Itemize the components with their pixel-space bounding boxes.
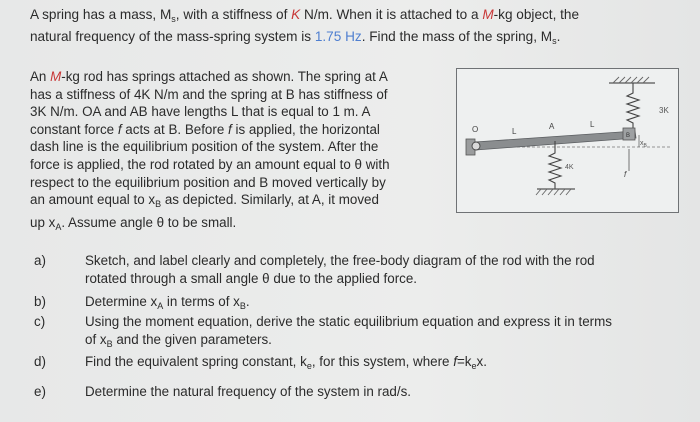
problem-1-line-1: A spring has a mass, $M_s$, with a stiffness of K N/m. When it is attached to a M-kg object, the bbox=[30, 7, 580, 24]
problem-2-text: An M-kg rod has springs attached as shown. The spring at A has a stiffness of 4K N/m and the spring at B has stiffness of 3K N/m. OA and AB have lengths L that is equal to 1 m. A constant force f acts at B. Before f is applied, the horizontal dash line is the equilibrium position of the system. After the force is applied, the rod rotated by an amount equal to θ with respect to the equilibrium position and B moved vertically by an amount equal to $x_B$ as depicted. Similarly, at A, it moved up $x_A$. Assume angle θ to be small. bbox=[30, 69, 390, 232]
problem-1-line-2: natural frequency of the mass-spring system is 1.75 Hz. Find the mass of the spring, $M_s$. bbox=[30, 29, 561, 46]
document-page: A spring has a mass, $M_s$, with a stiffness of K N/m. When it is attached to a M-kg object, the natural frequency of the mass-spring system is 1.75 Hz. Find the mass of the spring, $M_s$. An M-kg rod has springs attached as shown. The spring at A has a stiffness of 4K N/m and the spring at B has stiffness of 3K N/m. OA and AB have lengths L that is equal to 1 m. A constant force f acts at B. Before f is applied, the horizontal dash line is the equilibrium position of the system. After the force is applied, the rod rotated by an amount equal to θ with respect to the equilibrium position and B moved vertically by an amount equal to $x_B$ as depicted. Similarly, at A, it moved up $x_A$. Assume angle θ to be small. 3K O L A L B $x_B$ 4K f a) Sketch, and label clearly and completely, the free-body diagram of the rod with the rod rotated through a small angle θ due to the applied force. b) Determine $x_A$ in terms of $x_B$. c) Using the moment equation, derive the static equilibrium equation and express it in terms of $x_B$ and the given parameters. d) Find the equivalent spring constant, $k_e$, for this system, where $f=k_ex$. e) Determine the natural frequency of the system in rad/s. bbox=[0, 0, 700, 422]
svg-text:4K: 4K bbox=[565, 164, 574, 171]
floor-hatch bbox=[536, 189, 571, 195]
ceiling-hatch bbox=[613, 77, 649, 83]
svg-text:L: L bbox=[512, 127, 517, 136]
svg-text:L: L bbox=[590, 120, 595, 129]
problem-1-text bbox=[30, 6, 695, 50]
spring-a bbox=[549, 141, 561, 189]
spring-b bbox=[627, 83, 639, 129]
pivot-o bbox=[472, 142, 480, 150]
svg-text:A: A bbox=[549, 122, 555, 131]
svg-text:O: O bbox=[472, 125, 479, 134]
label-3k: 3K bbox=[659, 106, 669, 115]
rod-spring-diagram bbox=[456, 68, 679, 213]
svg-text:B: B bbox=[626, 133, 631, 139]
label-xb: $x_B$ bbox=[640, 140, 647, 149]
frequency-value: 1.75 Hz bbox=[314, 29, 362, 44]
svg-text:f: f bbox=[624, 170, 627, 179]
